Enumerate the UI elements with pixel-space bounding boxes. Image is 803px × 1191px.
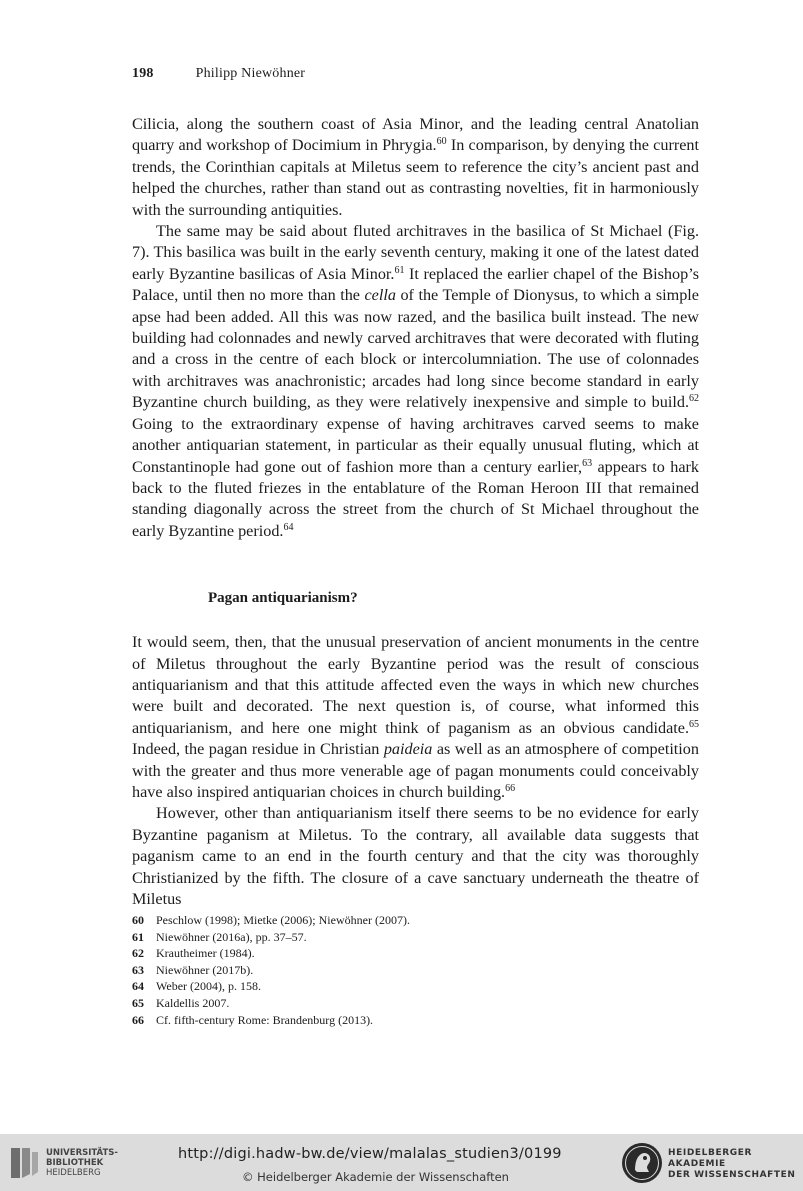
text-run: as well as an atmosphere of competition with the greater and thus more venerable age of pagan monuments could conceivably have also inspired antiquarian choices in church building. (132, 740, 699, 801)
footnote (132, 995, 699, 1012)
text-run: In comparison, by denying the current trends, the Corinthian capitals at Miletus seem to reference the city’s ancient past and helped the churches, rather than stand out as contrasting novelties, fit in harmoniously with the surrounding antiquities. (132, 136, 699, 219)
text-run: It would seem, then, that the unusual preservation of ancient monuments in the centre of Miletus throughout the early Byzantine period was the result of conscious antiquarianism and that this attitude affected even the ways in which new churches were built and decorated. The next question is, of course, what informed this antiquarianism, and here one might think of paganism as an obvious candidate. (132, 633, 699, 737)
footnote-text: Kaldellis 2007. (156, 995, 230, 1010)
footnote (132, 945, 699, 962)
footnote (132, 978, 699, 995)
academy-name-line: HEIDELBERGER AKADEMIE (668, 1148, 752, 1169)
running-head (132, 66, 305, 82)
library-name-line: BIBLIOTHEK (46, 1158, 104, 1168)
text-run: Indeed, the pagan residue in Christian (132, 740, 384, 759)
footnote-ref-64[interactable]: 64 (283, 521, 294, 533)
footnote-number: 64 (132, 979, 144, 994)
footnote-ref-63[interactable]: 63 (582, 457, 593, 469)
academy-name (668, 1148, 803, 1181)
footnote-number: 62 (132, 946, 144, 961)
text-run: Going to the extraordinary expense of having architraves carved seems to make another antiquarian statement, in particular as their equally unusual fluting, which at Constantinople had gone out of fashion more than a century earlier, (132, 414, 699, 476)
section-heading: Pagan antiquarianism? (208, 590, 358, 607)
footnote (132, 929, 699, 946)
university-library-logo[interactable] (8, 1142, 148, 1184)
footnote-number: 66 (132, 1012, 144, 1027)
italic-term: cella (364, 286, 396, 305)
footnote-number: 63 (132, 962, 144, 977)
footnote-ref-62[interactable]: 62 (689, 393, 699, 405)
paragraph-4: However, other than antiquarianism itself there seems to be no evidence for early Byzantine paganism at Miletus. To the contrary, all available data suggests that paganism came to an end in the fourth century and that the city was thoroughly Christianized by the fifth. The closure of a cave sanctuary underneath the theatre of Miletus (132, 804, 699, 908)
academy-logo[interactable] (618, 1138, 803, 1188)
footnote-text: Niewöhner (2016a), pp. 37–57. (156, 929, 307, 944)
text-run: appears to hark back to the fluted friezes in the entablature of the Roman Heroon III that remained standing diagonally across the street from the church of St Michael throughout the early Byzantine period. (132, 457, 699, 540)
footnote-text: Peschlow (1998); Mietke (2006); Niewöhner (2007). (156, 913, 410, 927)
footnote-number: 60 (132, 913, 144, 927)
copyright-notice: © Heidelberger Akademie der Wissenschaften (242, 1170, 509, 1184)
academy-name-line: DER WISSENSCHAFTEN (668, 1170, 796, 1180)
permalink-url[interactable]: http://digi.hadw-bw.de/view/malalas_studien3/0199 (178, 1146, 562, 1162)
text-run: of the Temple of Dionysus, to which a simple apse had been added. All this was now razed, and the basilica built instead. The new building had colonnades and newly carved architraves that were decorated with fluting and a cross in the centre of each block or intercolumniation. The use of colonnades with architraves was anachronistic; arcades had long since become standard in early Byzantine church building, as they were relatively inexpensive and simple to build. (132, 286, 699, 412)
paragraph-1 (132, 114, 699, 221)
footnote-text: Krautheimer (1984). (156, 946, 255, 961)
running-head-author: Philipp Niewöhner (195, 66, 306, 81)
paragraph-3 (132, 632, 699, 803)
footnote (132, 962, 699, 979)
academy-seal-icon (620, 1141, 664, 1185)
footnote-ref-66[interactable]: 66 (505, 782, 516, 794)
footnote-number: 61 (132, 929, 144, 944)
footer-bar (0, 1134, 803, 1191)
footnote (132, 912, 699, 929)
footnote-ref-60[interactable]: 60 (436, 136, 447, 148)
library-name (46, 1148, 118, 1178)
footnote-text: Niewöhner (2017b). (156, 962, 254, 977)
footnote-text: Weber (2004), p. 158. (156, 979, 262, 994)
main-text (132, 114, 699, 910)
text-run: It replaced the earlier chapel of the Bishop’s Palace, until then no more than the (132, 264, 699, 305)
footnote-ref-61[interactable]: 61 (394, 264, 405, 276)
library-name-line: UNIVERSITÄTS- (46, 1148, 118, 1158)
page-number: 198 (132, 66, 154, 81)
footnote-text: Cf. fifth-century Rome: Brandenburg (2013). (156, 1012, 374, 1027)
footnote-number: 65 (132, 995, 144, 1010)
footnote-ref-65[interactable]: 65 (689, 718, 699, 730)
paragraph-2 (132, 221, 699, 542)
text-run: Cilicia, along the southern coast of Asia Minor, and the leading central Anatolian quarry and workshop of Docimium in Phrygia. (132, 115, 699, 155)
text-run: The same may be said about fluted architraves in the basilica of St Michael (Fig. 7). This basilica was built in the early seventh century, making it one of the latest dated early Byzantine basilicas of Asia Minor. (132, 222, 699, 283)
italic-term: paideia (383, 740, 433, 759)
footnote (132, 1012, 699, 1029)
library-emblem-icon (8, 1144, 40, 1182)
footnotes (132, 912, 699, 1028)
library-name-line: HEIDELBERG (46, 1168, 101, 1178)
